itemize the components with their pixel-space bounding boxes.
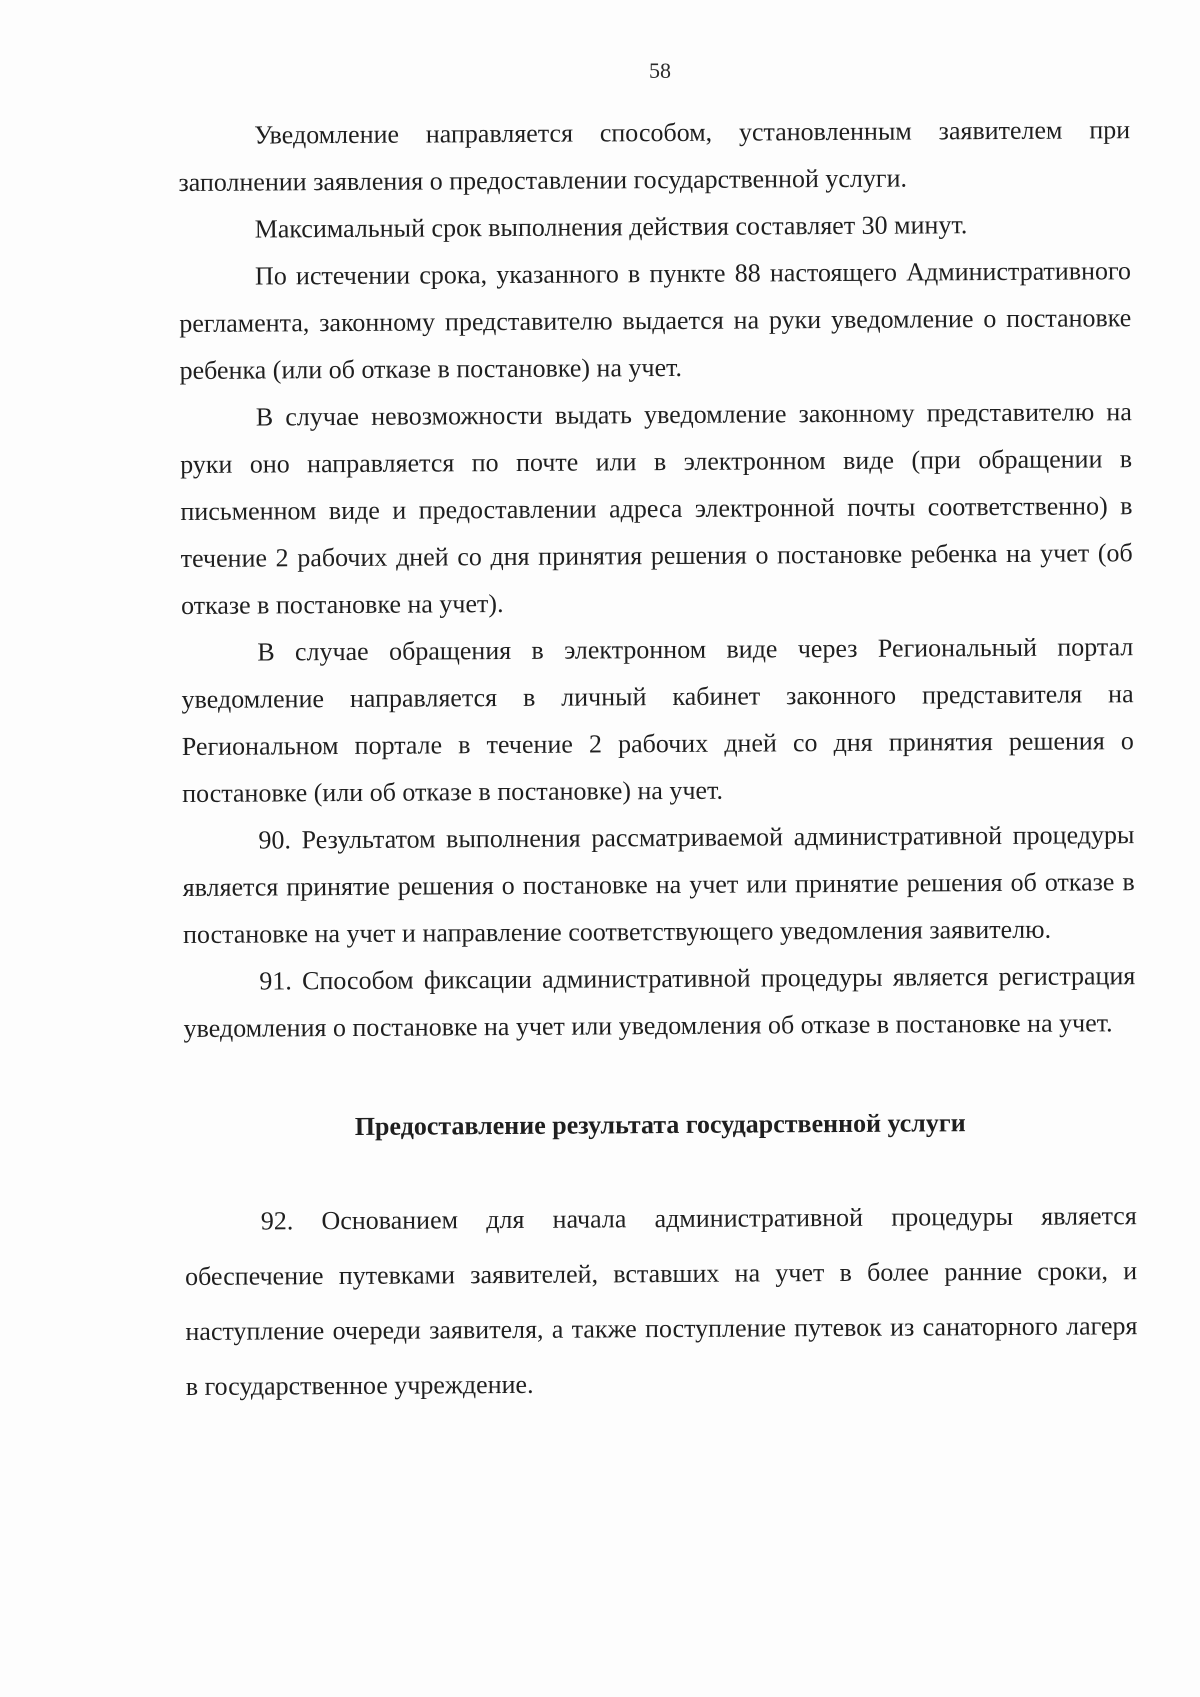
- paragraph-notification-method: Уведомление направляется способом, установленным заявителем при заполнении заявления о предоставлении государственной услуги.: [178, 115, 1131, 197]
- paragraph-regional-portal: В случае обращения в электронном виде через Региональный портал уведомление направляется в личный кабинет законного представителя на Региональном портале в течение 2 рабочих дней со дня принятия решения о постановке (или об отказе в постановке) на учет.: [181, 632, 1134, 808]
- paragraph-max-duration: Максимальный срок выполнения действия составляет 30 минут.: [254, 210, 968, 244]
- page-number: 58: [649, 58, 671, 83]
- paragraph-item-90: 90. Результатом выполнения рассматриваемой административной процедуры является принятие решения о постановке на учет или принятие решения об отказе в постановке на учет и направление соответствующего уведомления заявителю.: [182, 820, 1135, 949]
- paragraph-send-by-mail: В случае невозможности выдать уведомление законному представителю на руки оно направляется по почте или в электронном виде (при обращении в письменном виде и предоставлении адреса электронной почты соответственно) в течение 2 рабочих дней со дня принятия решения о постановке ребенка на учет (об отказе в постановке на учет).: [180, 397, 1133, 620]
- section-heading: Предоставление результата государственной услуги: [354, 1108, 966, 1141]
- paragraph-issue-in-person: По истечении срока, указанного в пункте 88 настоящего Административного регламента, законному представителю выдается на руки уведомление о постановке ребенка (или об отказе в постановке) на учет.: [179, 256, 1132, 385]
- paragraph-item-91: 91. Способом фиксации административной процедуры является регистрация уведомления о постановке на учет или уведомления об отказе в постановке на учет.: [183, 961, 1136, 1043]
- paragraph-item-92: 92. Основанием для начала административной процедуры является обеспечение путевками заявителей, вставших на учет в более ранние сроки, и наступление очереди заявителя, а также поступление путевок из санаторного лагеря в государственное учреждение.: [185, 1201, 1138, 1401]
- document-body: [178, 106, 1138, 1414]
